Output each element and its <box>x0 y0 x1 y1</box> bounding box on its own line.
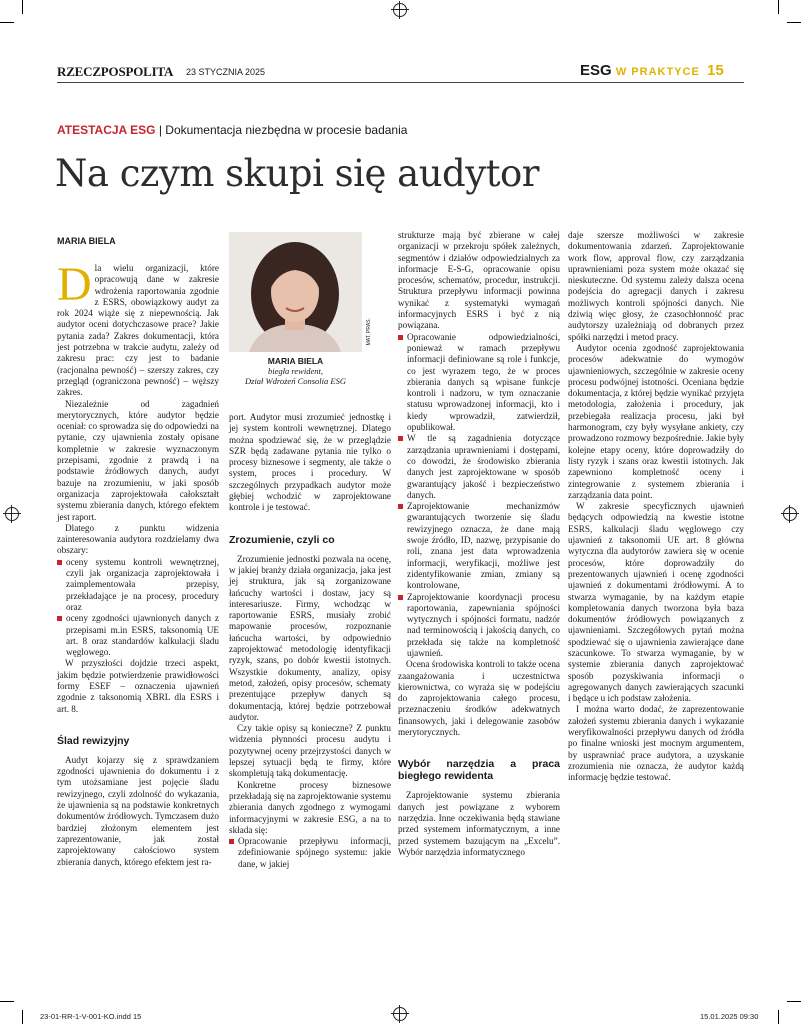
registration-mark-icon <box>393 3 407 17</box>
page-title: Na czym skupi się audytor <box>55 152 539 195</box>
photo-credit: MAT. PRAS. <box>366 318 372 346</box>
bullet-item: W tle są zagadnienia dotyczące zarządzania uprawnieniami i dostępami, co dowodzi, że środowisko zbierania danych jest zaprojektowane w sposób gwarantujący jakość i bezpieczeństwo danych. <box>398 433 560 501</box>
drop-cap: D <box>57 258 92 311</box>
kicker-text: Dokumentacja niezbędna w procesie badania <box>165 123 408 137</box>
kicker-separator: | <box>158 123 162 137</box>
header-divider <box>57 82 744 83</box>
paragraph: Ocena środowiska kontroli to także ocena zaangażowania i uczestnictwa kierownictwa, co wyraża się w podejściu do zaprojektowania całego procesu, przeznaczeniu środków adekwatnych finansowych, jaki i delegowanie zasobów merytorycznych. <box>398 659 560 738</box>
paragraph: daje szersze możliwości w zakresie dokumentowania zdarzeń. Zaprojektowanie work flow, approval flow, czy zarządzania uprawnieniami poza system może okazać się nieskuteczne. Od systemu zależy dalsza ocena podejścia do agregacji danych i zakresu możliwych kontroli spójności danych. Nie dziwią więc głosy, że czasochłonność prac audytorszy uzależniają od dobranych przez spółki narzędzi i metod pracy. <box>568 230 744 342</box>
article-column-4 <box>568 230 744 784</box>
paragraph: W zakresie specyficznych ujawnień będących odpowiedzią na kwestie istotne ESRS, kalkulacji śladu węglowego czy ujawnień z taksonomii UE art. 8 główna wytyczna dla audytorów zawiera się w ocenie procesów, które doprowadziły do prezentowanych ujawnień i ocenę zgodności ujawnień z dokumentami źródłowymi. A to stwarza wymaganie, by na każdym etapie kompletowania danych tworzona była baza dokumentów źródłowych powiązanych z ujawnieniami. Szczegółowych pytań można spodziewać się o ujawnienia zawierające dane szacunkowe. To stwarza wymaganie, by w systemie zbierania danych zaprojektować sposób pozyskiwania informacji o agregowanych danych zawierających szacunki i będące u ich podstaw założenia. <box>568 501 744 704</box>
bullet-item: Zaprojektowanie koordynacji procesu raportowania, zapewniania spójności wytycznych i spójności formatu, nadzór nad terminowością i jakością danych, co przekłada się także na kompletność ujawnień. <box>398 592 560 660</box>
section-title <box>580 62 700 79</box>
bullet-item: oceny zgodności ujawnionych danych z przepisami m.in ESRS, taksonomią UE art. 8 oraz standardów kalkulacji śladu węglowego. <box>57 613 219 658</box>
crop-mark <box>22 0 23 14</box>
subheading: Zrozumienie, czyli co <box>229 533 335 546</box>
newspaper-logo: RZECZPOSPOLITA <box>57 64 174 79</box>
crop-mark <box>778 0 779 14</box>
paragraph: Zrozumienie jednostki pozwala na ocenę, w jakiej branży działa organizacja, jaka jest jej struktura, jak są zorganizowane łańcuchy wartości i dostaw, jacy są interesariusze. Firmy, wchodząc w raportowanie ESRS, musiały zrobić mapowanie procesów, rozpoznanie łańcucha wartości, by odpowiednio zaprojektować metodologię identyfikacji ryzyk, szans, po dobór kwestii istotnych. Wszystkie dokumenty, analizy, opisy metod, założeń, opisy procesów, schematy prezentujące przepływ danych są dokumentacją, której będzie potrzebował audytor. <box>229 553 391 722</box>
file-slug: 23-01-RR-1-V-001-KO.indd 15 <box>40 1012 142 1021</box>
registration-mark-icon <box>393 1007 407 1021</box>
bullet-item: Opracowanie odpowiedzialności, ponieważ w ramach przepływu informacji definiowane są role i funkcje, co jest wyrazem tego, że w proces zbierania danych są wpisane funkcje kontroli i nadzoru, w tym oznaczanie statusu wprowadzonej informacji, kto i kiedy wprowadził, zatwierdził, opublikował. <box>398 332 560 434</box>
bullet-list <box>398 332 560 660</box>
section-name: ESG <box>580 62 612 79</box>
paragraph: Zaprojektowanie systemu zbierania danych jest powiązane z wyborem narzędzia. Inne oczekiwania będą stawiane przed systemem informatycznym, a inne przed systemem bazującym na „Excelu”. Wybór narzędzia informatycznego <box>398 790 560 857</box>
paragraph: la wielu organizacji, które opracowują dane w zakresie wdrożenia raportowania zgodnie z ESRS, obowiązkowy audyt za rok 2024 wiąże się z niepewnością. Jak audytor oceni dotychczasowe prace? Jakie pytania zada? Zakres dokumentacji, która jest potrzebna w trakcie audytu, zależy od zakresu prac: czy jest to badanie (racjonalna pewność) – szerszy zakres, czy przegląd (ograniczona pewność) – węższy zakres. <box>57 263 219 398</box>
paragraph: Czy takie opisy są konieczne? Z punktu widzenia płynności procesu audytu i pozytywnej oceny przejrzystości danych w lepszej sytuacji będą te firmy, które skompletują taką dokumentację. <box>229 723 391 779</box>
page-number: 15 <box>707 62 724 79</box>
subheading: Wybór narzędzia a praca biegłego rewidenta <box>398 758 560 783</box>
article-column-1 <box>57 258 219 868</box>
caption-name: MARIA BIELA <box>267 356 324 366</box>
bullet-list <box>229 836 391 870</box>
author-byline: MARIA BIELA <box>57 236 116 246</box>
paragraph: W przyszłości dojdzie trzeci aspekt, jakim będzie potwierdzenie prawidłowości formy ESEF – oznaczenia ujawnień zgodnie z taksonomią XBRL dla ESRS i art. 8. <box>57 658 219 714</box>
paragraph: Niezależnie od zagadnień merytorycznych, które audytor będzie oceniał: co sprowadza się do odpowiedzi na pytanie, czy ujawnienia zostały opisane kompletnie w zakresie wyznaczonym przepisami, zgodnie z prawdą i na podstawie źródłowych danych, audyt bazuje na zrozumieniu, w jaki sposób organizacja zaprojektowała całokształt systemu zbierania danych, którego efektem jest raport. <box>57 398 219 522</box>
crop-mark <box>0 1001 14 1002</box>
registration-mark-icon <box>5 507 19 521</box>
crop-mark <box>778 1010 779 1024</box>
paragraph: I można warto dodać, że zaprezentowanie założeń systemu zbierania danych i wykazanie weryfikowalności przepływu danych od źródła po finalne wnioski jest mocnym argumentem, by usprawniać prace audytora, a uzyskanie zrozumienia nie oznacza, że audytor każdą informację będzie testować. <box>568 704 744 783</box>
article-column-3 <box>398 230 560 858</box>
kicker <box>57 123 407 137</box>
bullet-list <box>57 557 219 659</box>
paragraph: strukturze mają być zbierane w całej organizacji w przekroju spółek zależnych, segmentów i działów odpowiedzialnych za informacje E-S-G, opracowanie opisu procesów, schematów, procedur, instrukcji. Struktura przepływu informacji powinna wynikać z systematyki wymagań informacyjnych ESRS i być z nią powiązana. <box>398 230 560 331</box>
subheading: Ślad rewizyjny <box>57 734 130 747</box>
crop-mark <box>22 1010 23 1024</box>
caption-role: biegła rewident, <box>268 366 323 376</box>
bullet-item: Opracowanie przepływu informacji, zdefiniowanie spójnego systemu: jakie dane, w jakiej <box>229 836 391 870</box>
paragraph: Dlatego z punktu widzenia zainteresowania audytora rozdzielamy dwa obszary: <box>57 522 219 556</box>
article-column-2 <box>229 412 391 870</box>
bullet-item: Zaprojektowanie mechanizmów gwarantujących tworzenie się śladu rewizyjnego oznacza, że dane mają swoje źródło, ID, nazwę, przypisanie do roli, znana jest data wprowadzenia informacji, weryfikacji, możliwe jest zidentyfikowanie zmian, zmiany są kontrolowane, <box>398 501 560 591</box>
caption-department: Dział Wdrożeń Consolia ESG <box>245 376 346 386</box>
paragraph: port. Audytor musi zrozumieć jednostkę i jej system kontroli wewnętrznej. Dlatego można spodziewać się, że w przeglądzie SZR będą zadawane pytania nie tylko o procesy biznesowe i segmenty, ale także o system, proces i procedury. W szczególnych przypadkach audytor może głębiej wchodzić w zaprojektowane kontrole i je testować. <box>229 412 391 513</box>
issue-date: 23 STYCZNIA 2025 <box>186 67 266 77</box>
author-photo <box>229 232 362 352</box>
registration-mark-icon <box>783 507 797 521</box>
paragraph: Audyt kojarzy się z sprawdzaniem zgodności ujawnienia do dokumentu i z tym utożsamiane jest pojęcie śladu rewizyjnego, czyli zdolność do wykazania, że ujawnienia są na podstawie konkretnych dokumentów źródłowych. Tymczasem dużo bardziej złożonym elementem jest zaprezentowanie, jak został zaprojektowany całościowo system zbierania danych, którego efektem jest ra- <box>57 754 219 867</box>
photo-caption <box>229 356 362 386</box>
section-subname: W PRAKTYCE <box>615 66 700 78</box>
paragraph: Audytor ocenia zgodność zaprojektowania procesów adekwatnie do wymogów ujawnieniowych, szczególnie w zakresie oceny procesu podwójnej istotności. Oceniana będzie dokumentacja, z której będzie wynikać przyjęta metodologia, założenia i procedury, jak przebiegała realizacja procesu, jaki był harmonogram, czy były wysyłane ankiety, czy prowadzono rozmowy bezpośrednie. Jakie były kolejne etapy oceny, które doprowadziły do listy ryzyk i szans oraz kwestii istotnych. Jak zapewniono kompletność oceny i zintegrowanie z systemem zbierania i zarządzania data point. <box>568 342 744 500</box>
print-timestamp: 15.01.2025 09:30 <box>700 1012 759 1021</box>
crop-mark <box>0 22 14 23</box>
bullet-item: oceny systemu kontroli wewnętrznej, czyli jak organizacja zaprojektowała i zaimplementowała przepisy, przekładające je na procesy, procedury oraz <box>57 557 219 613</box>
crop-mark <box>787 22 801 23</box>
kicker-label: ATESTACJA ESG <box>57 123 156 137</box>
crop-mark <box>787 1001 801 1002</box>
paragraph: Konkretne procesy biznesowe przekładają się na zaprojektowanie systemu zbierania danych zgodnego z wymogami informacyjnymi w zakresie ESG, a na to składa się: <box>229 779 391 835</box>
